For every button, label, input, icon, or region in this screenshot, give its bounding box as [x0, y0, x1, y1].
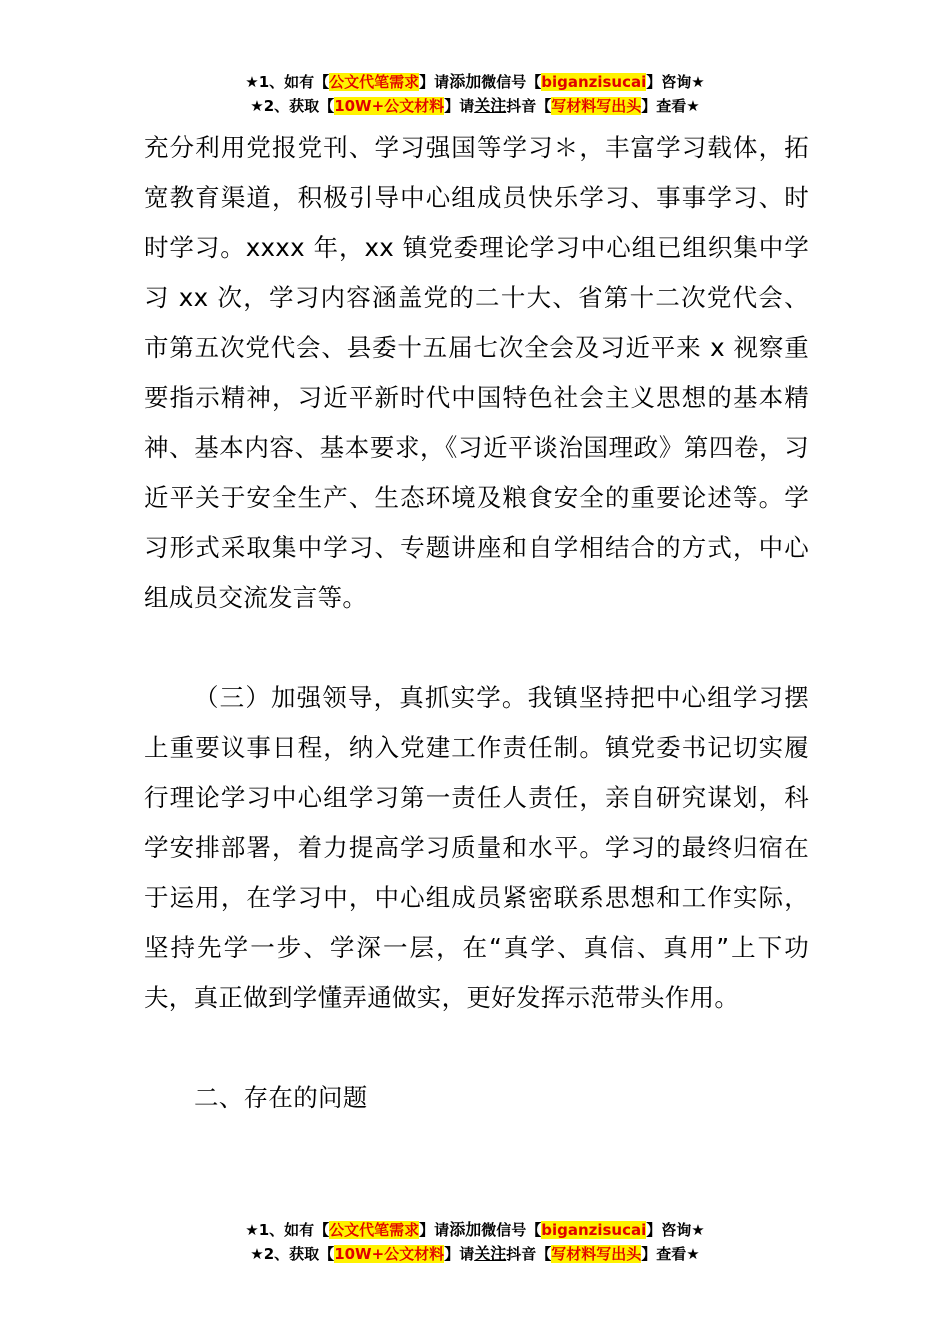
banner-highlight: 公文代笔需求 [329, 1221, 420, 1239]
document-body [144, 123, 809, 1123]
banner-line-2 [0, 94, 950, 118]
banner-line-1 [0, 1218, 950, 1242]
footer-banner [0, 1218, 950, 1266]
section-heading-problems: 二、存在的问题 [194, 1083, 368, 1112]
banner-highlight: 10W+公文材料 [334, 97, 445, 115]
banner-keyword: 关注 [474, 96, 507, 115]
banner-text: 】查看★ [641, 97, 700, 115]
banner-keyword: 添加 [449, 1220, 482, 1239]
banner-highlight: biganzisucai [541, 73, 647, 91]
banner-text: ★1、如有【 [245, 73, 330, 91]
banner-keyword: 关注 [474, 1244, 507, 1263]
banner-text: ★1、如有【 [245, 1221, 330, 1239]
banner-line-2 [0, 1242, 950, 1266]
banner-text: ★2、获取【 [250, 1245, 335, 1263]
banner-text: 】咨询★ [646, 1221, 705, 1239]
banner-text: ★2、获取【 [250, 97, 335, 115]
header-banner [0, 70, 950, 118]
banner-text: 微信号【 [481, 1221, 542, 1239]
banner-line-1 [0, 70, 950, 94]
banner-text: 】请 [444, 97, 475, 115]
paragraph-study-content: 充分利用党报党刊、学习强国等学习＊，丰富学习载体，拓宽教育渠道，积极引导中心组成员快乐学习、事事学习、时时学习。xxxx 年，xx 镇党委理论学习中心组已组织集中学习 xx 次，学习内容涵盖党的二十大、省第十二次党代会、市第五次党代会、县委十五届七次全会及习近平来 x 视察重要指示精神，习近平新时代中国特色社会主义思想的基本精神、基本内容、基本要求，《习近平谈治国理政》第四卷，习近平关于安全生产、生态环境及粮食安全的重要论述等。学习形式采取集中学习、专题讲座和自学相结合的方式，中心组成员交流发言等。 [144, 133, 809, 612]
banner-highlight: biganzisucai [541, 1221, 647, 1239]
banner-text: 】请 [444, 1245, 475, 1263]
banner-highlight: 10W+公文材料 [334, 1245, 445, 1263]
paragraph-leadership: （三）加强领导，真抓实学。我镇坚持把中心组学习摆上重要议事日程，纳入党建工作责任制。镇党委书记切实履行理论学习中心组学习第一责任人责任，亲自研究谋划，科学安排部署，着力提高学习质量和水平。学习的最终归宿在于运用，在学习中，中心组成员紧密联系思想和工作实际，坚持先学一步、学深一层，在“真学、真信、真用”上下功夫，真正做到学懂弄通做实，更好发挥示范带头作用。 [144, 683, 809, 1012]
banner-highlight: 写材料写出头 [551, 97, 642, 115]
banner-text: 抖音【 [506, 97, 552, 115]
banner-keyword: 添加 [449, 72, 482, 91]
banner-text: 】咨询★ [646, 73, 705, 91]
banner-highlight: 公文代笔需求 [329, 73, 420, 91]
banner-text: 】请 [419, 1221, 450, 1239]
banner-text: 抖音【 [506, 1245, 552, 1263]
banner-highlight: 写材料写出头 [551, 1245, 642, 1263]
banner-text: 微信号【 [481, 73, 542, 91]
banner-text: 】查看★ [641, 1245, 700, 1263]
banner-text: 】请 [419, 73, 450, 91]
